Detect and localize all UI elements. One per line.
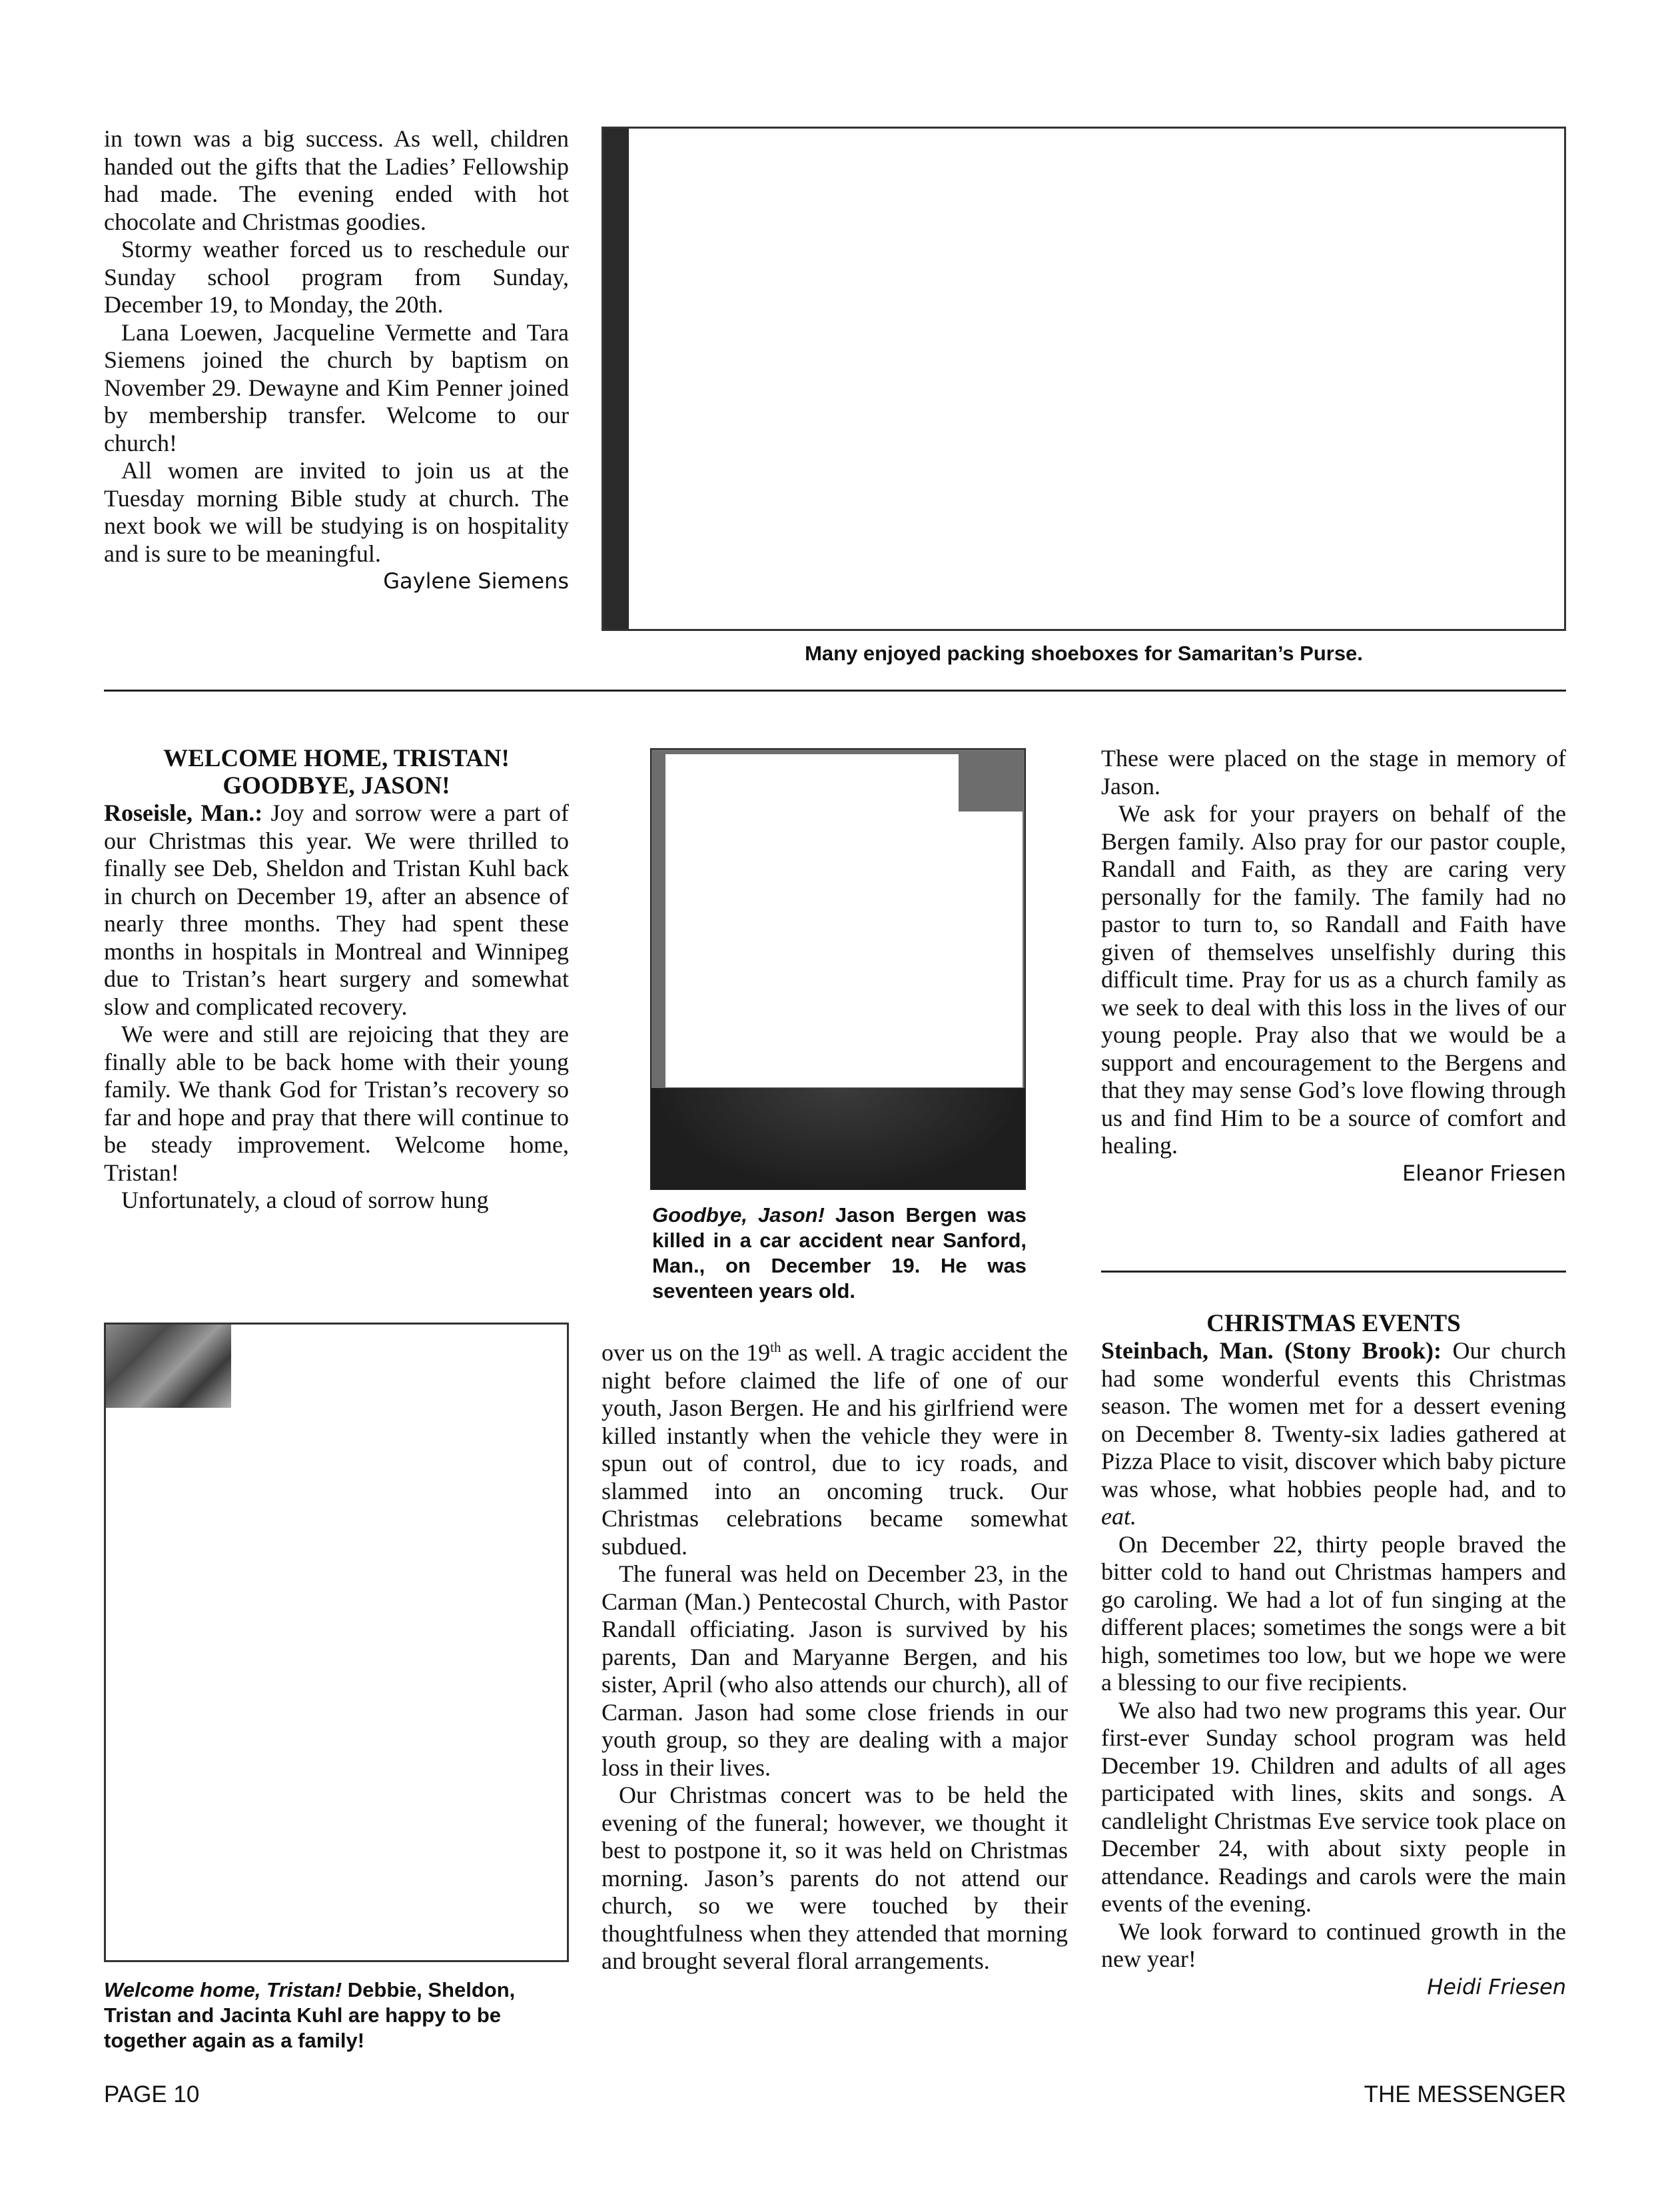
paragraph: Our Christmas concert was to be held the evening of the funeral; however, we thought it best to postpone it, so it was held on Christmas morning. Jason’s parents do not attend our church, so we were touched by their thoughtfulness when they attended that morning and brought several floral arrangements. [602,1782,1068,1974]
headline: GOODBYE, JASON! [222,772,450,800]
paragraph: On December 22, thirty people braved the bitter cold to hand out Christmas hampers and go caroling. We had a lot of fun singing at the different places; sometimes the songs were a bit high, sometimes too low, but we hope we were a blessing to our five recipients. [1101,1530,1566,1696]
paragraph: We also had two new programs this year. Our first-ever Sunday school program was held December 19. Children and adults of all ages participated with lines, skits and songs. A candlelight Christmas Eve service took place on December 24, with about sixty people in attendance. Readings and carols were the main events of the evening. [1101,1696,1566,1917]
paragraph [104,800,569,1021]
paragraph: These were placed on the stage in memory of Jason. [1101,745,1566,800]
paragraph: in town was a big success. As well, children handed out the gifts that the Ladies’ Fellowship had made. The evening ended with hot chocolate and Christmas goodies. [104,125,569,235]
signature: Eleanor Friesen [1402,1160,1566,1186]
photo-shoulders [651,1088,1025,1190]
shoebox-photo [602,127,1566,631]
page-number: PAGE 10 [104,2081,200,2107]
paragraph: All women are invited to join us at the Tuesday morning Bible study at church. The next book we will be studying is on hospitality and is sure to be meaningful. [104,457,569,567]
paragraph-text: Joy and sorrow were a part of our Christmas this year. We were thrilled to finally see Deb, Sheldon and Tristan Kuhl back in church on December 19, after an absence of nearly three months. They had spent these months in hospitals in Montreal and Winnipeg due to Tristan’s heart surgery and somewhat slow and complicated recovery. [104,800,570,1020]
caption-text: Debbie, Sheldon, Tristan and Jacinta Kuhl are happy to be together again as a family! [104,1978,516,2052]
paragraph: We were and still are rejoicing that they are finally able to be back home with their young family. We thank God for Tristan’s recovery so far and hope and pray that there will continue to be steady improvement. Welcome home, Tristan! [104,1021,569,1186]
paragraph [602,1339,1068,1560]
paragraph: Lana Loewen, Jacqueline Vermette and Tara Siemens joined the church by baptism on November 29. Dewayne and Kim Penner joined by membership transfer. Welcome to our church! [104,318,569,456]
tristan-article-left-column [104,745,569,1215]
caption-text: Jason Bergen was killed in a car accident near Sanford, Man., on December 19. He was seventeen years old. [652,1203,1027,1303]
signature: Gaylene Siemens [383,568,569,594]
jason-caption [652,1203,1027,1304]
ordinal-suffix: th [770,1339,781,1355]
dateline: Steinbach, Man. (Stony Brook): [1101,1337,1442,1364]
headline: CHRISTMAS EVENTS [1206,1310,1461,1337]
column-divider [1101,1271,1566,1273]
emphasis: eat. [1101,1503,1136,1530]
publication-name: THE MESSENGER [1364,2081,1566,2107]
dateline: Roseisle, Man.: [104,800,263,826]
top-left-column [104,125,569,595]
paragraph-text: Our church had some wonderful events this Christmas season. The women met for a dessert evening on December 8. Twenty-six ladies gathered at Pizza Place to visit, discover which baby picture was whose, what hobbies people had, and to [1101,1337,1567,1502]
photo-blank-area [959,812,1023,1087]
paragraph-text: as well. A tragic accident the night before claimed the life of one of our youth, Jason Bergen. He and his girlfriend were killed instantly when the vehicle they were in spun out of control, due to icy roads, and slammed into an oncoming truck. Our Christmas celebrations became somewhat subdued. [602,1339,1068,1560]
photo-left-edge [604,129,629,629]
paragraph: We ask for your prayers on behalf of the Bergen family. Also pray for our pastor couple, Randall and Faith, as they are caring very personally for the family. The family had no pastor to turn to, so Randall and Faith have given of themselves unselfishly during this difficult time. Pray for us as a church family as we seek to deal with this loss in the lives of our young people. Pray also that we would be a support and encouragement to the Bergens and that they may sense God’s love flowing through us and find Him to be a source of comfort and healing. [1101,800,1566,1159]
shoebox-caption: Many enjoyed packing shoeboxes for Samaritan’s Purse. [805,642,1363,665]
caption-italic: Welcome home, Tristan! [104,1978,342,2001]
tristan-article-right-column [1101,745,1566,1187]
paragraph: The funeral was held on December 23, in the Carman (Man.) Pentecostal Church, with Pastor Randall officiating. Jason is survived by his parents, Dan and Maryanne Bergen, and his sister, April (who also attends our church), all of Carman. Jason had some close friends in our youth group, so they are dealing with a major loss in their lives. [602,1560,1068,1781]
jason-photo [650,748,1026,1190]
paragraph: Stormy weather forced us to reschedule our Sunday school program from Sunday, December 19, to Monday, the 20th. [104,236,569,318]
paragraph: Unfortunately, a cloud of sorrow hung [121,1187,489,1213]
photo-blank-area [665,754,959,1087]
tristan-article-middle-column [602,1339,1068,1975]
tristan-caption [104,1977,569,2053]
paragraph-text: over us on the 19 [602,1339,771,1366]
headline: WELCOME HOME, TRISTAN! [163,745,510,772]
paragraph: We look forward to continued growth in the new year! [1101,1918,1566,1972]
paragraph [1101,1337,1566,1531]
tristan-photo [104,1323,569,1962]
signature: Heidi Friesen [1427,1973,1566,1999]
photo-corner-fragment [106,1325,231,1408]
section-divider [104,690,1566,692]
caption-italic: Goodbye, Jason! [652,1203,825,1227]
christmas-events-article [1101,1310,1566,2001]
